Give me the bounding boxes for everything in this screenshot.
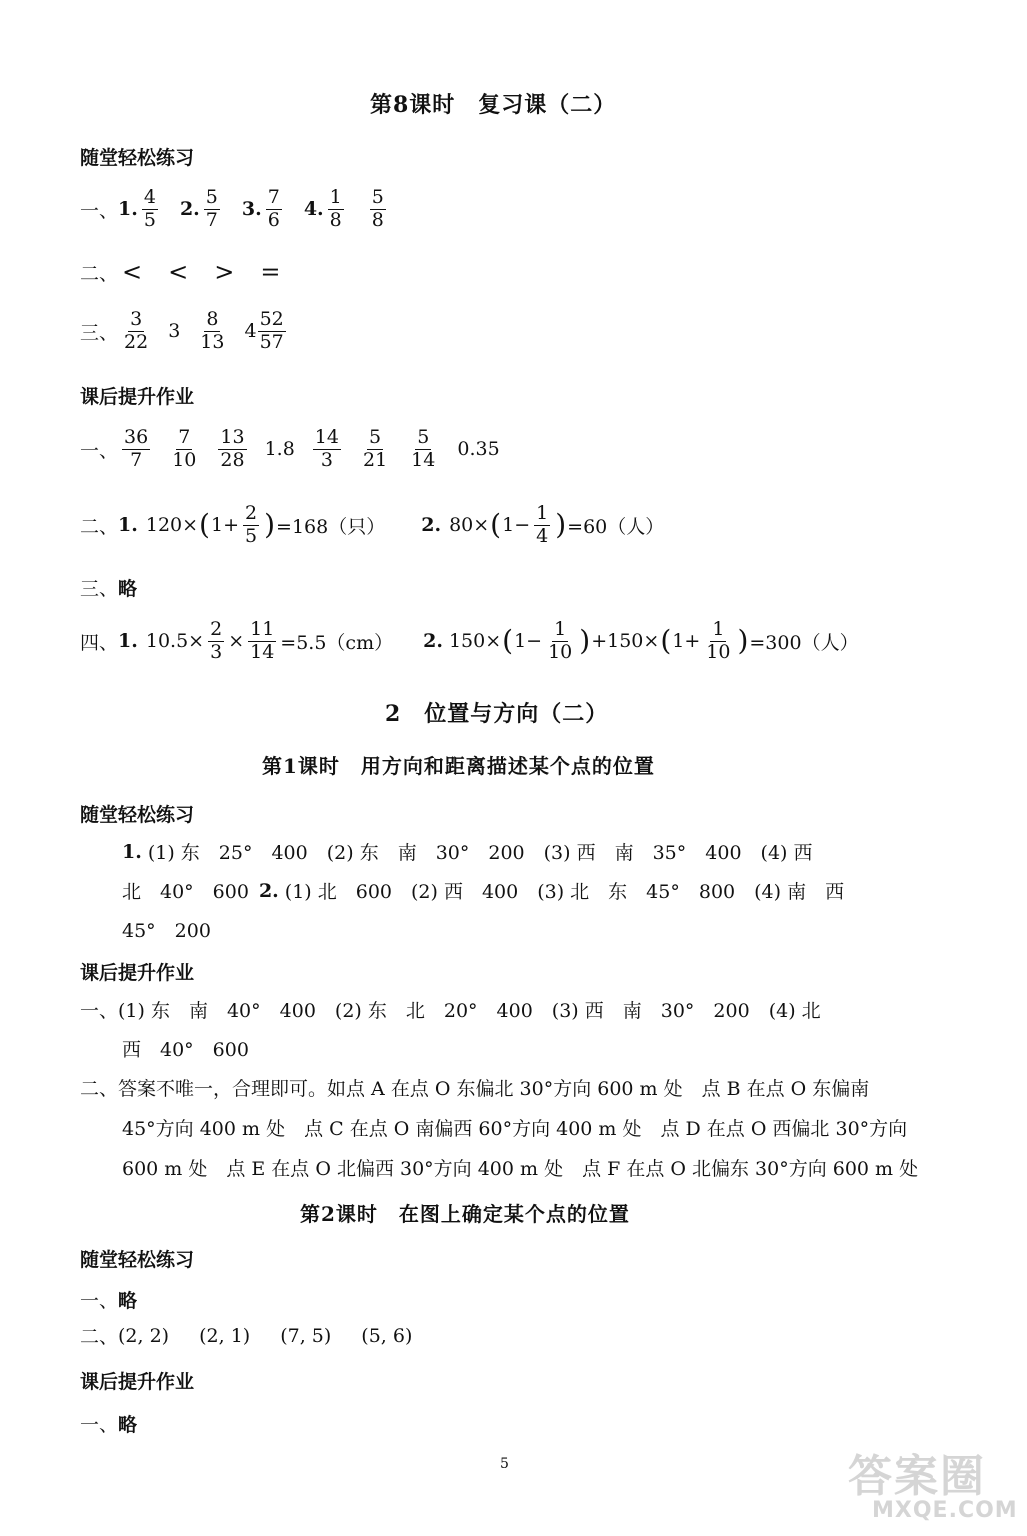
answer-row-1-2 (80, 258, 280, 286)
item-number: 4. (303, 198, 324, 221)
answer-text: 西 40° 600 (122, 1039, 249, 1061)
expression-text: 120× (145, 514, 199, 537)
answer-text: 答案不唯一，合理即可。如点 A 在点 O 东偏北 30°方向 600 m 处 点 B 在点 O 东偏南 (118, 1078, 870, 1100)
comparison-symbol: < (122, 258, 143, 286)
expression-result: =300（人） (749, 631, 859, 654)
fraction: $\frac{7}{6}$ (267, 186, 280, 231)
answer-row-2-3 (80, 574, 137, 601)
fraction: $\frac{1}{4}$ (536, 502, 549, 547)
answer-line (122, 1035, 249, 1062)
answer-row-1-3 (80, 310, 290, 353)
comparison-symbol: = (260, 258, 281, 286)
question-label: 二、 (80, 1078, 119, 1100)
answer-line (80, 1410, 137, 1437)
mixed-whole: 4 (244, 320, 257, 343)
decimal-value: 1.8 (264, 438, 295, 461)
question-label: 一、 (80, 1414, 119, 1436)
answer-text: 45° 200 (122, 920, 211, 942)
expression-result: =60（人） (567, 515, 665, 538)
answer-line (122, 877, 844, 904)
fraction: $\frac{11}{14}$ (250, 618, 275, 663)
question-label: 一、 (80, 199, 119, 222)
unit-heading: 2 位置与方向（二） (385, 701, 609, 727)
expression-text: 10.5× (145, 630, 205, 653)
decimal-value: 0.35 (457, 438, 500, 461)
coordinate-pair: (2, 2) (118, 1324, 170, 1347)
comparison-symbol: > (214, 258, 235, 286)
fraction: $\frac{7}{10}$ (172, 426, 197, 471)
question-label: 四、 (80, 631, 119, 654)
answer-line (80, 1286, 137, 1313)
watermark-url: MXQE.COM (872, 1498, 1018, 1523)
fraction: $\frac{1}{10}$ (548, 618, 573, 663)
answer-text: (1) 北 600 (2) 西 400 (3) 北 东 45° 800 (4) 南 西 (284, 881, 845, 903)
fraction: $\frac{4}{5}$ (143, 186, 156, 231)
expression-result: =5.5（cm） (280, 631, 394, 654)
answer-text: 45°方向 400 m 处 点 C 在点 O 南偏西 60°方向 400 m 处 点 D 在点 O 西偏北 30°方向 (122, 1118, 908, 1140)
item-number: 1. (122, 840, 142, 863)
item-number: 2. (421, 514, 442, 537)
answer-text: (1) 东 南 40° 400 (2) 东 北 20° 400 (3) 西 南 30° 200 (4) 北 (118, 1000, 821, 1022)
question-label: 二、 (80, 262, 119, 285)
expression-text: 1− (514, 630, 543, 653)
expression-text: 1− (502, 514, 531, 537)
fraction: $\frac{13}{28}$ (220, 426, 245, 471)
fraction: $\frac{3}{22}$ (124, 308, 149, 353)
answer-text: (1) 东 25° 400 (2) 东 南 30° 200 (3) 西 南 35° 400 (4) 西 (147, 842, 813, 864)
question-label: 二、 (80, 515, 119, 538)
fraction: $\frac{8}{13}$ (200, 308, 225, 353)
item-number: 1. (118, 514, 138, 537)
item-number: 2. (423, 630, 443, 653)
answer-line (80, 1074, 869, 1101)
answer-text: 北 40° 600 (122, 881, 249, 903)
answer-line (80, 996, 821, 1023)
fraction: $\frac{5}{21}$ (362, 426, 388, 471)
lesson-1-heading: 第1课时 用方向和距离描述某个点的位置 (262, 754, 655, 778)
fraction: $\frac{2}{3}$ (210, 618, 223, 663)
coordinate-pair: (2, 1) (199, 1324, 251, 1347)
lesson-2-heading: 第2课时 在图上确定某个点的位置 (300, 1202, 630, 1226)
question-label: 二、 (80, 1326, 119, 1348)
expression-text: × (228, 630, 245, 653)
answer-text: 略 (118, 578, 138, 600)
answer-text: 略 (118, 1414, 138, 1436)
answer-line (122, 916, 211, 943)
section-title-in-class: 随堂轻松练习 (80, 804, 195, 826)
question-label: 一、 (80, 1000, 119, 1022)
item-number: 1. (118, 630, 138, 653)
answer-row-2-1 (80, 428, 500, 471)
coordinate-pair: (7, 5) (280, 1324, 332, 1347)
answer-row-2-2: 二、 1. 120× ( 1+ $\frac{2}{5}$ ) =168（只） 2. 80× ( 1− $\frac{1}{4}$ ) =60（人） (80, 502, 665, 547)
answer-line (122, 1154, 918, 1181)
fraction: $\frac{2}{5}$ (245, 502, 258, 547)
fraction: $\frac{1}{10}$ (706, 618, 731, 663)
expression-text: 1+ (672, 630, 701, 653)
answer-line (80, 1322, 412, 1349)
section-title-homework: 课后提升作业 (80, 962, 195, 984)
question-label: 三、 (80, 321, 119, 344)
watermark-logo: 答案圈 (848, 1451, 986, 1502)
coordinate-pair: (5, 6) (361, 1324, 413, 1347)
item-number: 1. (118, 198, 138, 221)
fraction: $\frac{5}{8}$ (371, 186, 384, 231)
section-title-homework: 课后提升作业 (80, 1371, 195, 1393)
expression-text: +150× (591, 630, 660, 653)
question-label: 一、 (80, 1290, 119, 1312)
answer-text: 600 m 处 点 E 在点 O 北偏西 30°方向 400 m 处 点 F 在点 O 北偏东 30°方向 600 m 处 (122, 1158, 919, 1180)
fraction: $\frac{1}{8}$ (329, 186, 342, 231)
expression-text: 80× (449, 514, 490, 537)
section-title-in-class: 随堂轻松练习 (80, 1249, 195, 1271)
fraction: $\frac{5}{14}$ (411, 426, 436, 471)
answer-line (122, 838, 812, 865)
answer-row-1-1 (80, 188, 390, 231)
page-number: 5 (500, 1456, 509, 1472)
expression-result: =168（只） (276, 515, 386, 538)
item-number: 2. (258, 879, 279, 902)
whole-number: 3 (168, 320, 181, 343)
answer-row-2-4: 四、 1. 10.5× $\frac{2}{3}$ × $\frac{11}{14}$ =5.5（cm） 2. 150× ( 1− $\frac{1}{10}$ ) +150× ( 1+ $\frac{1}{10}$ ) =300（人） (80, 618, 859, 663)
fraction: $\frac{52}{57}$ (259, 308, 284, 353)
item-number: 3. (241, 198, 262, 221)
fraction: $\frac{5}{7}$ (205, 186, 218, 231)
fraction: $\frac{14}{3}$ (314, 426, 339, 471)
comparison-symbol: < (168, 258, 189, 286)
expression-text: 1+ (210, 514, 239, 537)
answer-text: 略 (118, 1290, 138, 1312)
section-title-homework: 课后提升作业 (80, 386, 195, 408)
chapter-heading: 第8课时 复习课（二） (370, 92, 617, 118)
expression-text: 150× (448, 630, 502, 653)
question-label: 三、 (80, 578, 119, 600)
fraction: $\frac{36}{7}$ (124, 426, 149, 471)
answer-line (122, 1114, 907, 1141)
item-number: 2. (179, 198, 200, 221)
question-label: 一、 (80, 439, 119, 462)
section-title-in-class: 随堂轻松练习 (80, 147, 195, 169)
